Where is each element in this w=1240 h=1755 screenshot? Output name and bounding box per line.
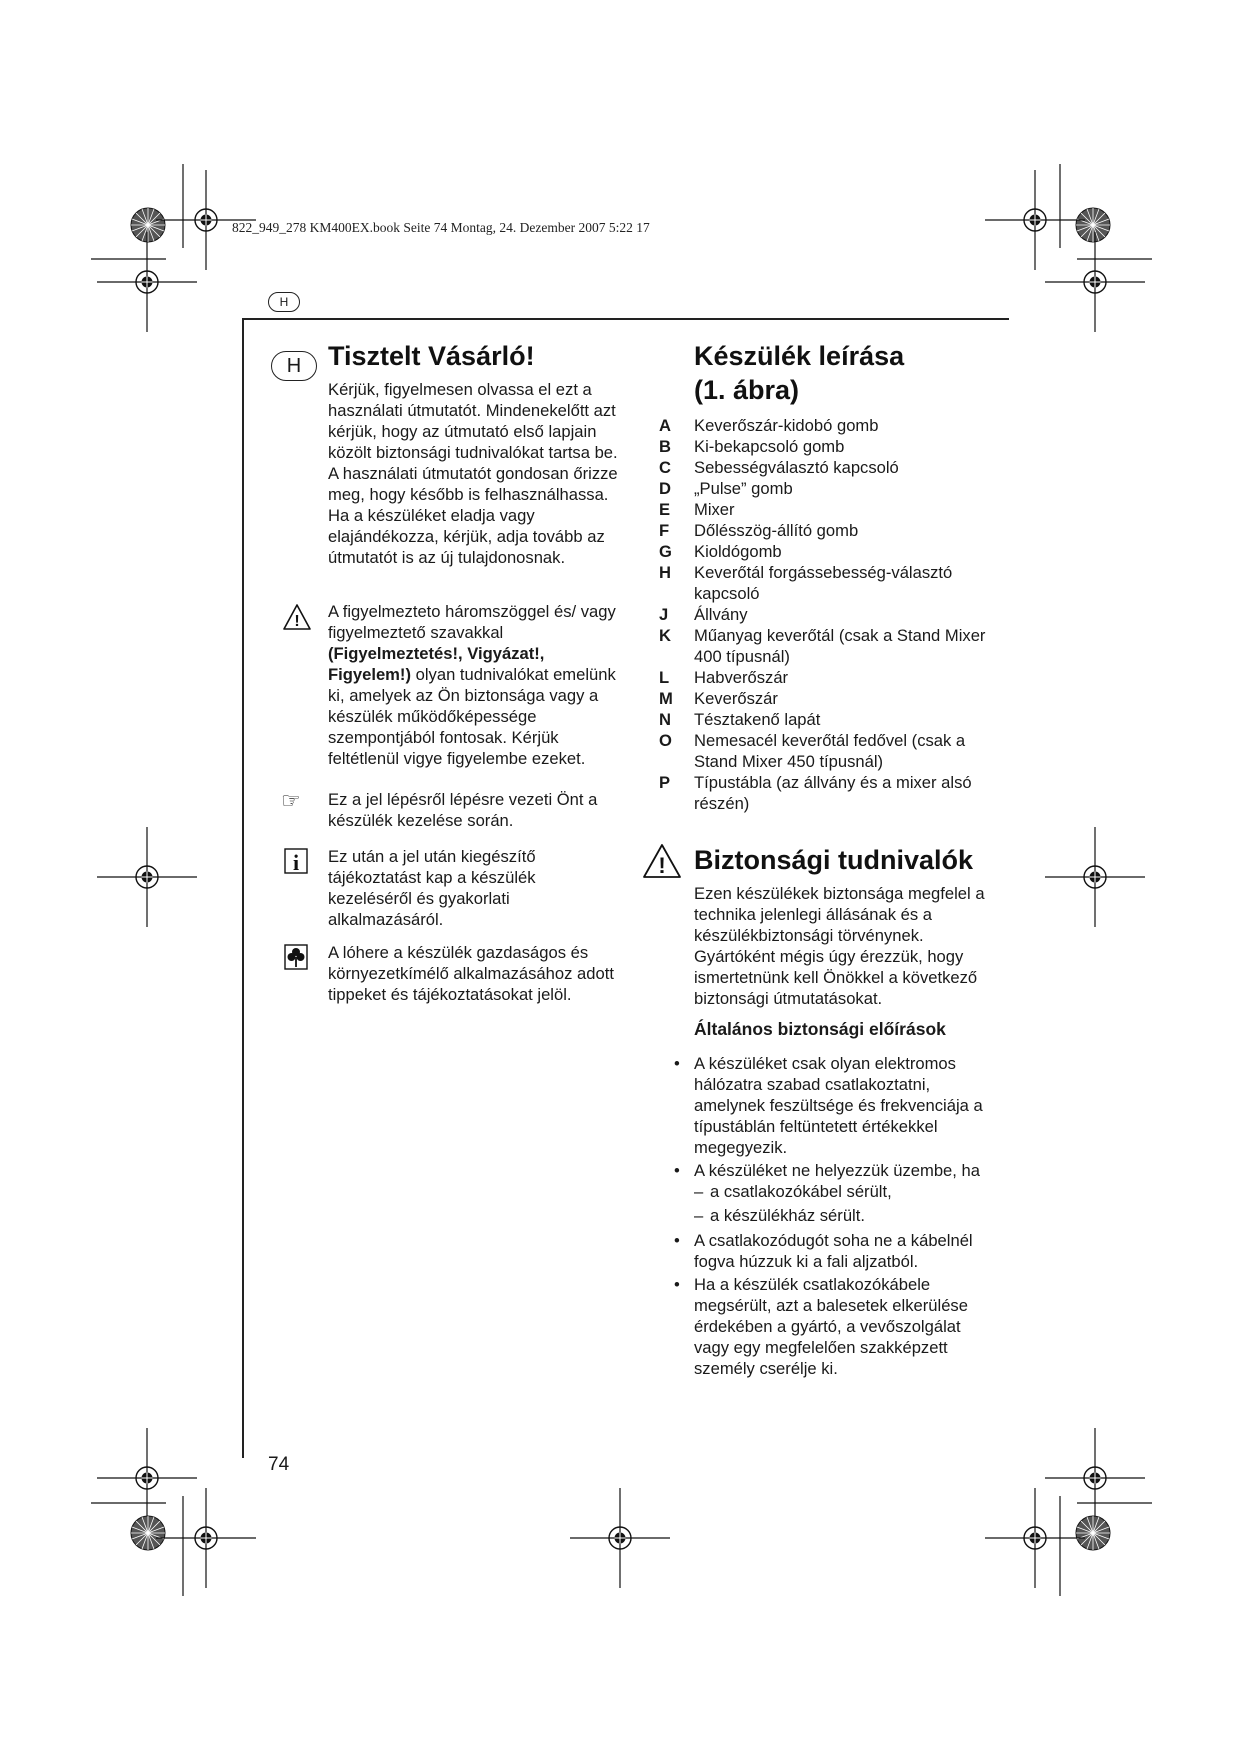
- bullet-text: Ha a készülék csatlakozókábele megsérült, azt a balesetek elkerülése érdekében a gyártó, a vevőszolgálat vagy egy megfelelően szakképzett személy cserélje ki.: [694, 1275, 968, 1378]
- dash-icon: –: [694, 1182, 704, 1201]
- part-key: H: [659, 563, 671, 582]
- bullet-icon: •: [674, 1275, 680, 1294]
- list-item: [659, 688, 999, 709]
- part-key: O: [659, 731, 672, 750]
- svg-text:!: !: [294, 613, 300, 630]
- list-item: [659, 457, 999, 478]
- bullet-icon: •: [674, 1231, 680, 1250]
- part-label: Sebességválasztó kapcsoló: [694, 458, 899, 477]
- device-description-title: [694, 339, 994, 407]
- dash-icon: –: [694, 1206, 704, 1225]
- list-item: [674, 1230, 999, 1272]
- part-key: L: [659, 668, 670, 687]
- dash-text: a csatlakozókábel sérült,: [710, 1182, 892, 1201]
- part-label: „Pulse” gomb: [694, 479, 793, 498]
- language-tab: H: [268, 292, 300, 312]
- list-item: [659, 625, 999, 667]
- greeting-title: Tisztelt Vásárló!: [328, 341, 535, 371]
- bullet-text: A készüléket ne helyezzük üzembe, ha: [694, 1161, 980, 1180]
- part-key: B: [659, 437, 671, 456]
- list-item: [659, 772, 999, 814]
- part-label: Dőlésszög-állító gomb: [694, 521, 859, 540]
- dash-text: a készülékház sérült.: [710, 1206, 865, 1225]
- safety-bullets: [674, 1053, 999, 1379]
- info-icon: [284, 848, 308, 879]
- warning-text: [328, 601, 623, 769]
- warning-triangle-icon: [642, 843, 682, 884]
- warning-triangle-icon: [282, 603, 312, 636]
- list-item: [659, 667, 999, 688]
- bullet-text: A készüléket csak olyan elektromos hálózatra szabad csatlakoztatni, amelynek feszültsége és frekvenciája a típustáblán feltüntetett értékekkel megegyezik.: [694, 1054, 983, 1157]
- part-key: G: [659, 542, 672, 561]
- part-key: C: [659, 458, 671, 477]
- list-item: [659, 478, 999, 499]
- list-item: [659, 730, 999, 772]
- part-key: F: [659, 521, 670, 540]
- svg-text:i: i: [292, 850, 300, 874]
- safety-title: Biztonsági tudnivalók: [694, 845, 974, 875]
- part-key: J: [659, 605, 669, 624]
- part-key: A: [659, 416, 671, 435]
- part-label: Kioldógomb: [694, 542, 782, 561]
- safety-intro: Ezen készülékek biztonsága megfelel a technika jelenlegi állásának és a készülékbiztonsági törvénynek. Gyártóként mégis úgy érezzük, hogy ismertetnünk kell Önökkel a következő biztonsági útmutatásokat.: [694, 884, 985, 1008]
- part-label: Keverőszár-kidobó gomb: [694, 416, 879, 435]
- part-key: N: [659, 710, 671, 729]
- frame-left-rule: [242, 318, 244, 1458]
- part-label: Keverőszár: [694, 689, 778, 708]
- list-item: [674, 1160, 999, 1181]
- warning-text-intro: A figyelmezteto háromszöggel és/ vagy figyelmeztető szavakkal: [328, 602, 616, 642]
- part-key: P: [659, 773, 671, 792]
- hand-text: Ez a jel lépésről lépésre vezeti Önt a készülék kezelése során.: [328, 790, 598, 830]
- list-item: [674, 1053, 999, 1158]
- part-label: Habverőszár: [694, 668, 789, 687]
- svg-text:!: !: [658, 853, 666, 878]
- list-item: [659, 562, 999, 604]
- list-item: [659, 520, 999, 541]
- list-item: [659, 436, 999, 457]
- part-key: K: [659, 626, 671, 645]
- part-key: D: [659, 479, 671, 498]
- part-key: E: [659, 500, 671, 519]
- list-item: [674, 1274, 999, 1379]
- pointing-hand-icon: ☞: [281, 788, 301, 813]
- device-description-title-line2: (1. ábra): [694, 375, 800, 405]
- general-safety-subtitle: Általános biztonsági előírások: [694, 1019, 946, 1039]
- part-key: M: [659, 689, 673, 708]
- part-label: Állvány: [694, 605, 748, 624]
- warning-text-rest: olyan tudnivalókat emelünk ki, amelyek az Ön biztonsága vagy a készülék működőképessége szempontjából fontosak. Kérjük feltétlenül vigye figyelembe ezeket.: [328, 665, 616, 768]
- bullet-icon: •: [674, 1054, 680, 1073]
- part-label: Mixer: [694, 500, 735, 519]
- device-description-title-line1: Készülék leírása: [694, 341, 905, 371]
- warning-keywords: (Figyelmeztetés!, Vigyázat!, Figyelem!): [328, 644, 545, 684]
- list-item: [659, 541, 999, 562]
- part-label: Keverőtál forgássebesség-választó kapcsoló: [694, 563, 953, 603]
- bullet-text: A csatlakozódugót soha ne a kábelnél fogva húzzuk ki a fali aljzatból.: [694, 1231, 973, 1271]
- part-label: Nemesacél keverőtál fedővel (csak a Stand Mixer 450 típusnál): [694, 731, 966, 771]
- part-label: Műanyag keverőtál (csak a Stand Mixer 400 típusnál): [694, 626, 986, 666]
- page-number: 74: [268, 1454, 290, 1475]
- list-item: [659, 709, 999, 730]
- part-label: Tésztakenő lapát: [694, 710, 821, 729]
- list-item: [659, 499, 999, 520]
- bullet-icon: •: [674, 1161, 680, 1180]
- language-badge: H: [271, 351, 317, 381]
- clover-text: A lóhere a készülék gazdaságos és környezetkímélő alkalmazásához adott tippeket és tájékoztatásokat jelöl.: [328, 943, 614, 1004]
- info-text: Ez után a jel után kiegészítő tájékoztatást kap a készülék kezeléséről és gyakorlati alkalmazásáról.: [328, 847, 536, 929]
- clover-icon: [284, 944, 308, 975]
- frame-top-rule: [242, 318, 1009, 320]
- parts-list: [659, 415, 999, 814]
- part-label: Típustábla (az állvány és a mixer alsó részén): [694, 773, 972, 813]
- intro-text: Kérjük, figyelmesen olvassa el ezt a használati útmutatót. Mindenekelőtt azt kérjük, hogy az útmutató első lapjain közölt biztonsági tudnivalókat tartsa be. A használati útmutatót gondosan őrizze meg, hogy később is felhasználhassa. Ha a készüléket eladja vagy elajándékozza, kérjük, adja tovább az útmutatót is az új tulajdonosnak.: [328, 380, 618, 567]
- list-item: [694, 1181, 999, 1202]
- list-item: [659, 604, 999, 625]
- list-item: [694, 1205, 999, 1226]
- part-label: Ki-bekapcsoló gomb: [694, 437, 845, 456]
- list-item: [659, 415, 999, 436]
- print-info: 822_949_278 KM400EX.book Seite 74 Montag, 24. Dezember 2007 5:22 17: [232, 220, 650, 235]
